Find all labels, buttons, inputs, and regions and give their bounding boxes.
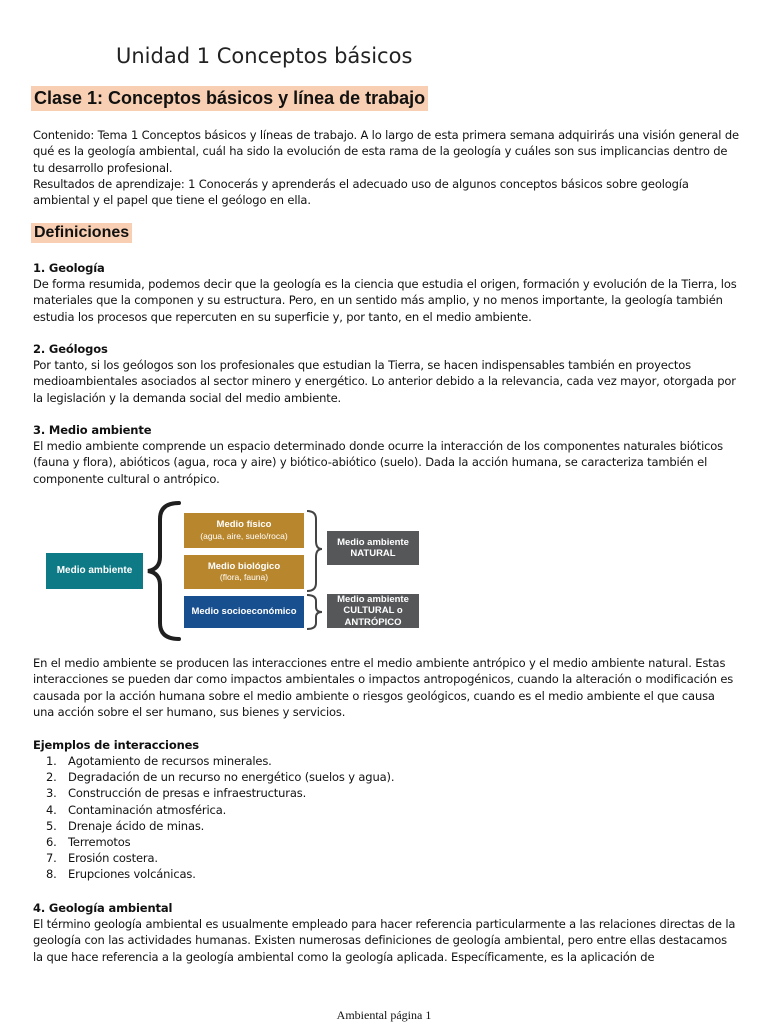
ejemplo-num: 2.	[46, 770, 57, 785]
ejemplo-text: Construcción de presas e infraestructuras.	[68, 786, 307, 801]
ejemplo-list-item	[46, 769, 394, 785]
intro-contenido: Contenido: Tema 1 Conceptos básicos y líneas de trabajo. A lo largo de esta primera semana adquirirás una visión general de qué es la geología ambiental, cuál ha sido la evolución de esta rama de la geología y cuáles son sus implicancias dentro de tu desarrollo profesional.	[33, 128, 739, 175]
node-medio-biologico-label: Medio biológico	[207, 560, 281, 572]
ejemplo-text: Drenaje ácido de minas.	[68, 818, 205, 833]
geologos-heading: 2. Geólogos	[33, 342, 108, 356]
ejemplo-list-item	[46, 753, 394, 769]
node-medio-fisico	[184, 513, 304, 548]
ejemplo-text: Erupciones volcánicas.	[68, 867, 196, 882]
node-medio-biologico	[184, 555, 304, 589]
ejemplo-text: Terremotos	[68, 835, 131, 850]
ejemplo-text: Degradación de un recurso no energético (suelos y agua).	[68, 770, 395, 785]
ejemplo-num: 4.	[46, 802, 57, 817]
ejemplos-list	[46, 753, 394, 883]
ejemplo-list-item	[46, 866, 394, 882]
ejemplo-text: Agotamiento de recursos minerales.	[68, 754, 272, 768]
node-cultural-line3: ANTRÓPICO	[344, 616, 402, 628]
ejemplo-list-item	[46, 818, 394, 834]
geologia-text: De forma resumida, podemos decir que la geología es la ciencia que estudia el origen, formación y evolución de la Tierra, los materiales que la componen y su estructura. Pero, en un sentido más amplio, y no menos importante, la geología también estudia los procesos que repercuten en su superficie y, por tanto, en el medio ambiente.	[33, 277, 737, 324]
ejemplo-num: 6.	[46, 835, 57, 850]
node-medio-natural	[327, 531, 419, 565]
node-natural-line1: Medio ambiente	[337, 536, 409, 548]
node-medio-biologico-sub: (flora, fauna)	[219, 572, 269, 582]
ejemplo-num: 3.	[46, 786, 57, 801]
medio-ambiente-text: El medio ambiente comprende un espacio determinado donde ocurre la interacción de los componentes naturales bióticos (fauna y flora), abióticos (agua, roca y aire) y biótico-abiótico (suelo). Dada la acción humana, se caracteriza también el componente cultural o antrópico.	[33, 439, 724, 486]
medio-ambiente-heading: 3. Medio ambiente	[33, 423, 152, 437]
geologia-ambiental-heading: 4. Geología ambiental	[33, 901, 173, 915]
node-medio-fisico-label: Medio físico	[216, 519, 272, 530]
ejemplos-heading: Ejemplos de interacciones	[33, 738, 199, 752]
ejemplo-text: Contaminación atmosférica.	[68, 802, 227, 817]
ejemplo-list-item	[46, 834, 394, 850]
ejemplo-num: 8.	[46, 867, 57, 882]
geologia-heading: 1. Geología	[33, 261, 105, 275]
node-medio-ambiente: Medio ambiente	[46, 553, 143, 589]
interacciones-text: En el medio ambiente se producen las interacciones entre el medio ambiente antrópico y el medio ambiente natural. Estas interacciones se pueden dar como impactos ambientales o impactos antropogénicos, cuando la alteración o modificación es causada por la acción humana sobre el medio ambiente o riesgos geológicos, cuando es el medio ambiente el que causa una acción sobre el ser humano, sus bienes y servicios.	[33, 656, 734, 720]
ejemplo-list-item	[46, 802, 394, 818]
intro-resultados: Resultados de aprendizaje: 1 Conocerás y aprenderás el adecuado uso de algunos conceptos básicos sobre geología ambiental y el papel que tiene el geólogo en ella.	[33, 177, 689, 208]
ejemplo-list-item	[46, 785, 394, 801]
class-title: Clase 1: Conceptos básicos y línea de trabajo	[31, 86, 428, 111]
medio-ambiente-diagram	[44, 497, 424, 643]
ejemplo-num: 7.	[46, 851, 57, 866]
node-natural-line2: NATURAL	[350, 548, 396, 559]
geologia-ambiental-text: El término geología ambiental es usualmente empleado para hacer referencia particularmente a las relaciones directas de la geología con las actividades humanas. Existen numerosas definiciones de geología ambiental, pero entre ellas destacamos la que hace referencia a la geología ambiental como la geología aplicada. Específicamente, es la aplicación de	[33, 917, 736, 964]
node-cultural-line2: CULTURAL o	[343, 605, 403, 617]
page-footer: Ambiental página 1	[336, 1008, 432, 1022]
ejemplo-num: 1.	[46, 754, 57, 768]
ejemplo-text: Erosión costera.	[68, 851, 158, 866]
node-medio-fisico-sub: (agua, aire, suelo/roca)	[200, 530, 288, 541]
node-medio-cultural	[327, 594, 419, 628]
node-medio-socioeconomico: Medio socioeconómico	[184, 596, 304, 628]
page-title: Unidad 1 Conceptos básicos	[116, 44, 413, 68]
ejemplo-list-item	[46, 850, 394, 866]
ejemplo-num: 5.	[46, 818, 57, 833]
definiciones-heading: Definiciones	[31, 223, 132, 243]
node-cultural-line1: Medio ambiente	[337, 593, 409, 605]
geologos-text: Por tanto, si los geólogos son los profesionales que estudian la Tierra, se hacen indispensables también en proyectos medioambientales asociados al sector minero y energético. Lo anterior debido a la relevancia, cada vez mayor, otorgada por la legislación y la demanda social del medio ambiente.	[33, 358, 736, 405]
